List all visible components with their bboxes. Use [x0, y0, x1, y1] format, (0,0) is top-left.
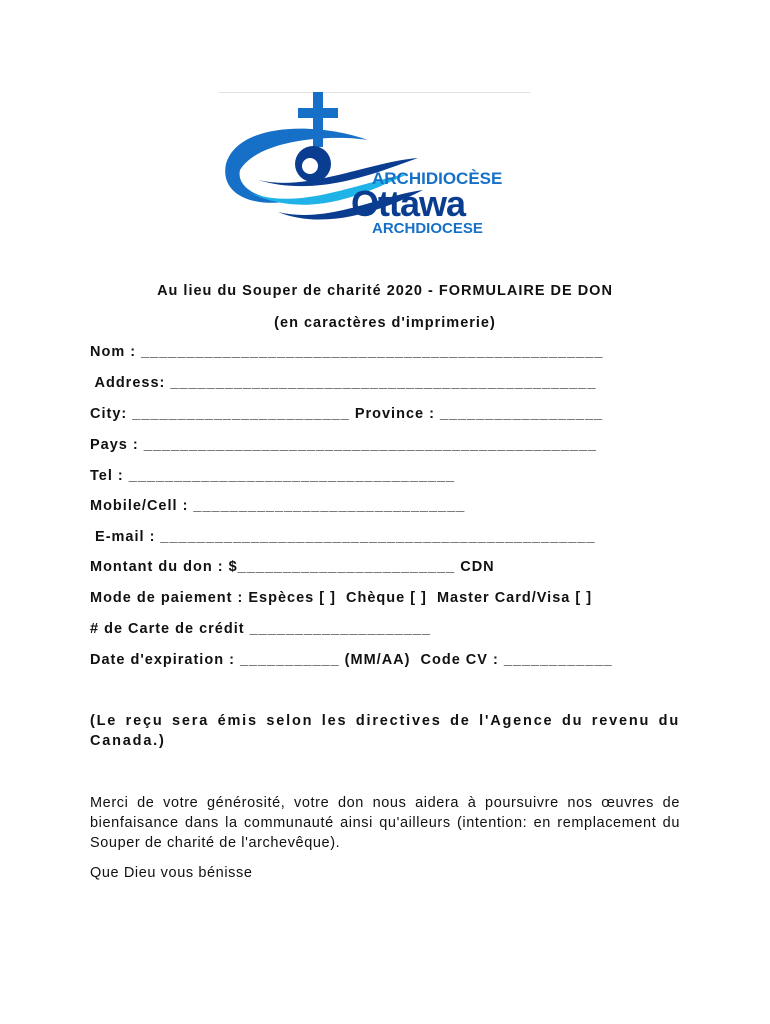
- field-carte-credit[interactable]: # de Carte de crédit ____________________: [90, 621, 431, 637]
- field-mode-paiement[interactable]: Mode de paiement : Espèces [ ] Chèque [ ] Master Card/Visa [ ]: [90, 590, 593, 606]
- archdiocese-logo: [218, 92, 544, 242]
- cross-horizontal: [298, 108, 338, 118]
- logo-text-archdiocese: ARCHDIOCESE: [372, 220, 483, 237]
- field-mobile[interactable]: Mobile/Cell : ______________________________: [90, 498, 466, 514]
- field-expiration-code[interactable]: Date d'expiration : ___________ (MM/AA) Code CV : ____________: [90, 652, 613, 668]
- logo-circle-hole: [302, 158, 318, 174]
- logo-text-ottawa: Ottawa: [351, 183, 466, 224]
- field-montant[interactable]: Montant du don : $________________________ CDN: [90, 559, 495, 575]
- field-city-province[interactable]: City: ________________________ Province : __________________: [90, 406, 604, 422]
- thanks-paragraph: Merci de votre générosité, votre don nous aidera à poursuivre nos œuvres de bienfaisance dans la communauté ainsi qu'ailleurs (intention: en remplacement du Souper de charité de l'archevêque).: [90, 795, 680, 851]
- blessing: Que Dieu vous bénisse: [90, 865, 253, 881]
- logo-text-archidiocese: ARCHIDIOCÈSE: [372, 169, 503, 188]
- receipt-note: (Le reçu sera émis selon les directives de l'Agence du revenu du Canada.): [90, 713, 680, 749]
- form-subtitle: (en caractères d'imprimerie): [274, 315, 496, 331]
- field-pays[interactable]: Pays : __________________________________________________: [90, 437, 597, 453]
- field-tel[interactable]: Tel : ____________________________________: [90, 468, 456, 484]
- field-nom[interactable]: Nom : ___________________________________________________: [90, 344, 604, 360]
- field-email[interactable]: E-mail : ________________________________________________: [90, 529, 596, 545]
- field-address[interactable]: Address: _______________________________________________: [90, 375, 597, 391]
- form-title: Au lieu du Souper de charité 2020 - FORMULAIRE DE DON: [157, 283, 613, 299]
